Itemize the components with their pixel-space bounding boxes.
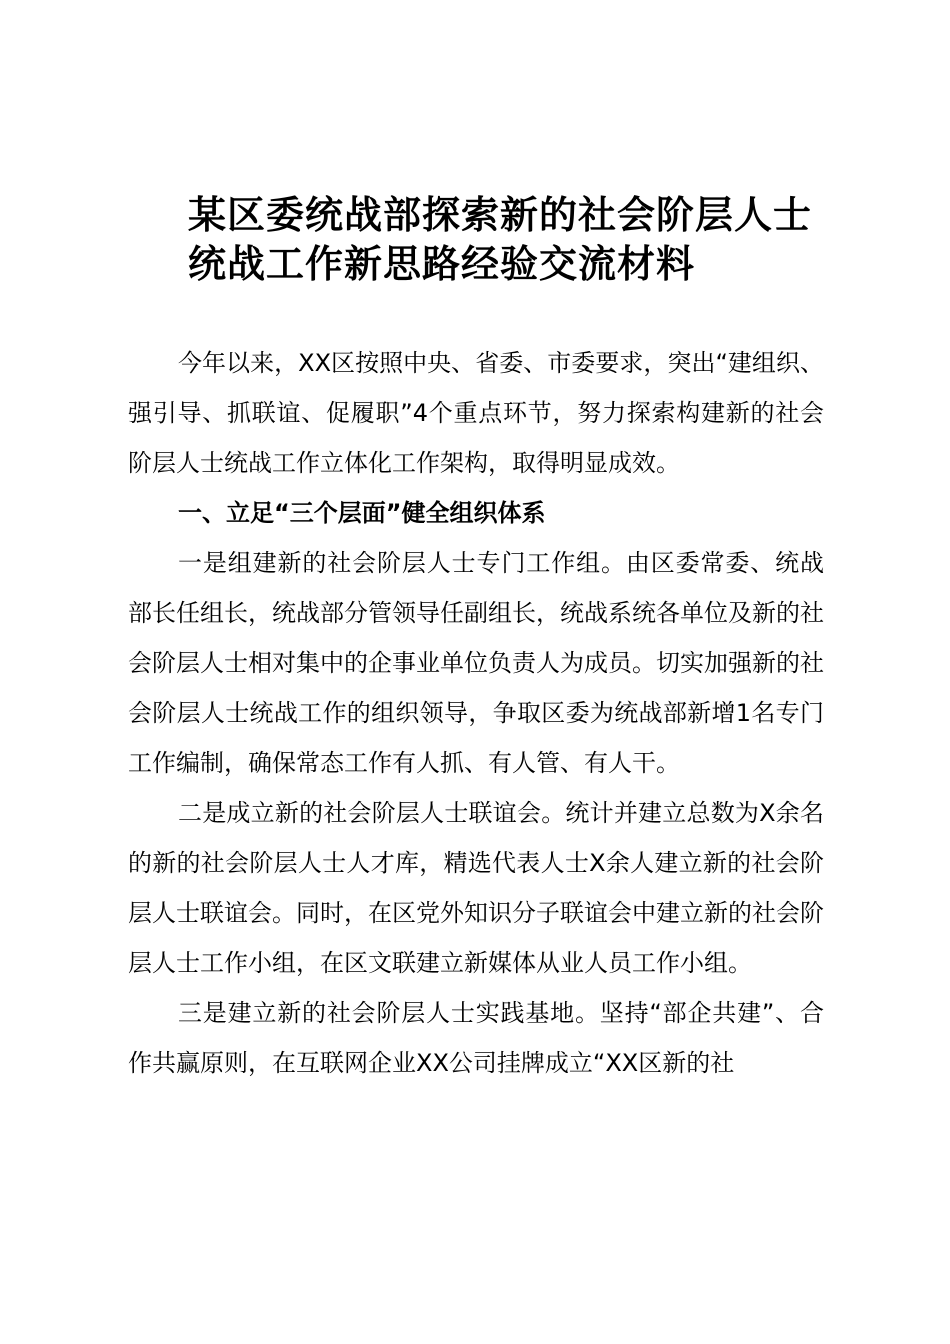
body-paragraph: 三是建立新的社会阶层人士实践基地。坚持“部企共建”、合作共赢原则，在互联网企业XX公司挂牌成立“XX区新的社 <box>128 999 824 1077</box>
document-body <box>128 338 824 1088</box>
section-heading: 一、立足“三个层面”健全组织体系 <box>178 499 546 527</box>
body-paragraph: 一是组建新的社会阶层人士专门工作组。由区委常委、统战部长任组长，统战部分管领导任副组长，统战系统各单位及新的社会阶层人士相对集中的企事业单位负责人为成员。切实加强新的社会阶层人士统战工作的组织领导，争取区委为统战部新增1名专门工作编制，确保常态工作有人抓、有人管、有人干。 <box>128 549 824 777</box>
intro-paragraph: 今年以来，XX区按照中央、省委、市委要求，突出“建组织、强引导、抓联谊、促履职”4个重点环节，努力探索构建新的社会阶层人士统战工作立体化工作架构，取得明显成效。 <box>128 349 824 477</box>
document-title: 某区委统战部探索新的社会阶层人士统战工作新思路经验交流材料 <box>188 192 813 286</box>
body-paragraph: 二是成立新的社会阶层人士联谊会。统计并建立总数为X余名的新的社会阶层人士人才库，精选代表人士X余人建立新的社会阶层人士联谊会。同时，在区党外知识分子联谊会中建立新的社会阶层人士工作小组，在区文联建立新媒体从业人员工作小组。 <box>128 799 824 977</box>
